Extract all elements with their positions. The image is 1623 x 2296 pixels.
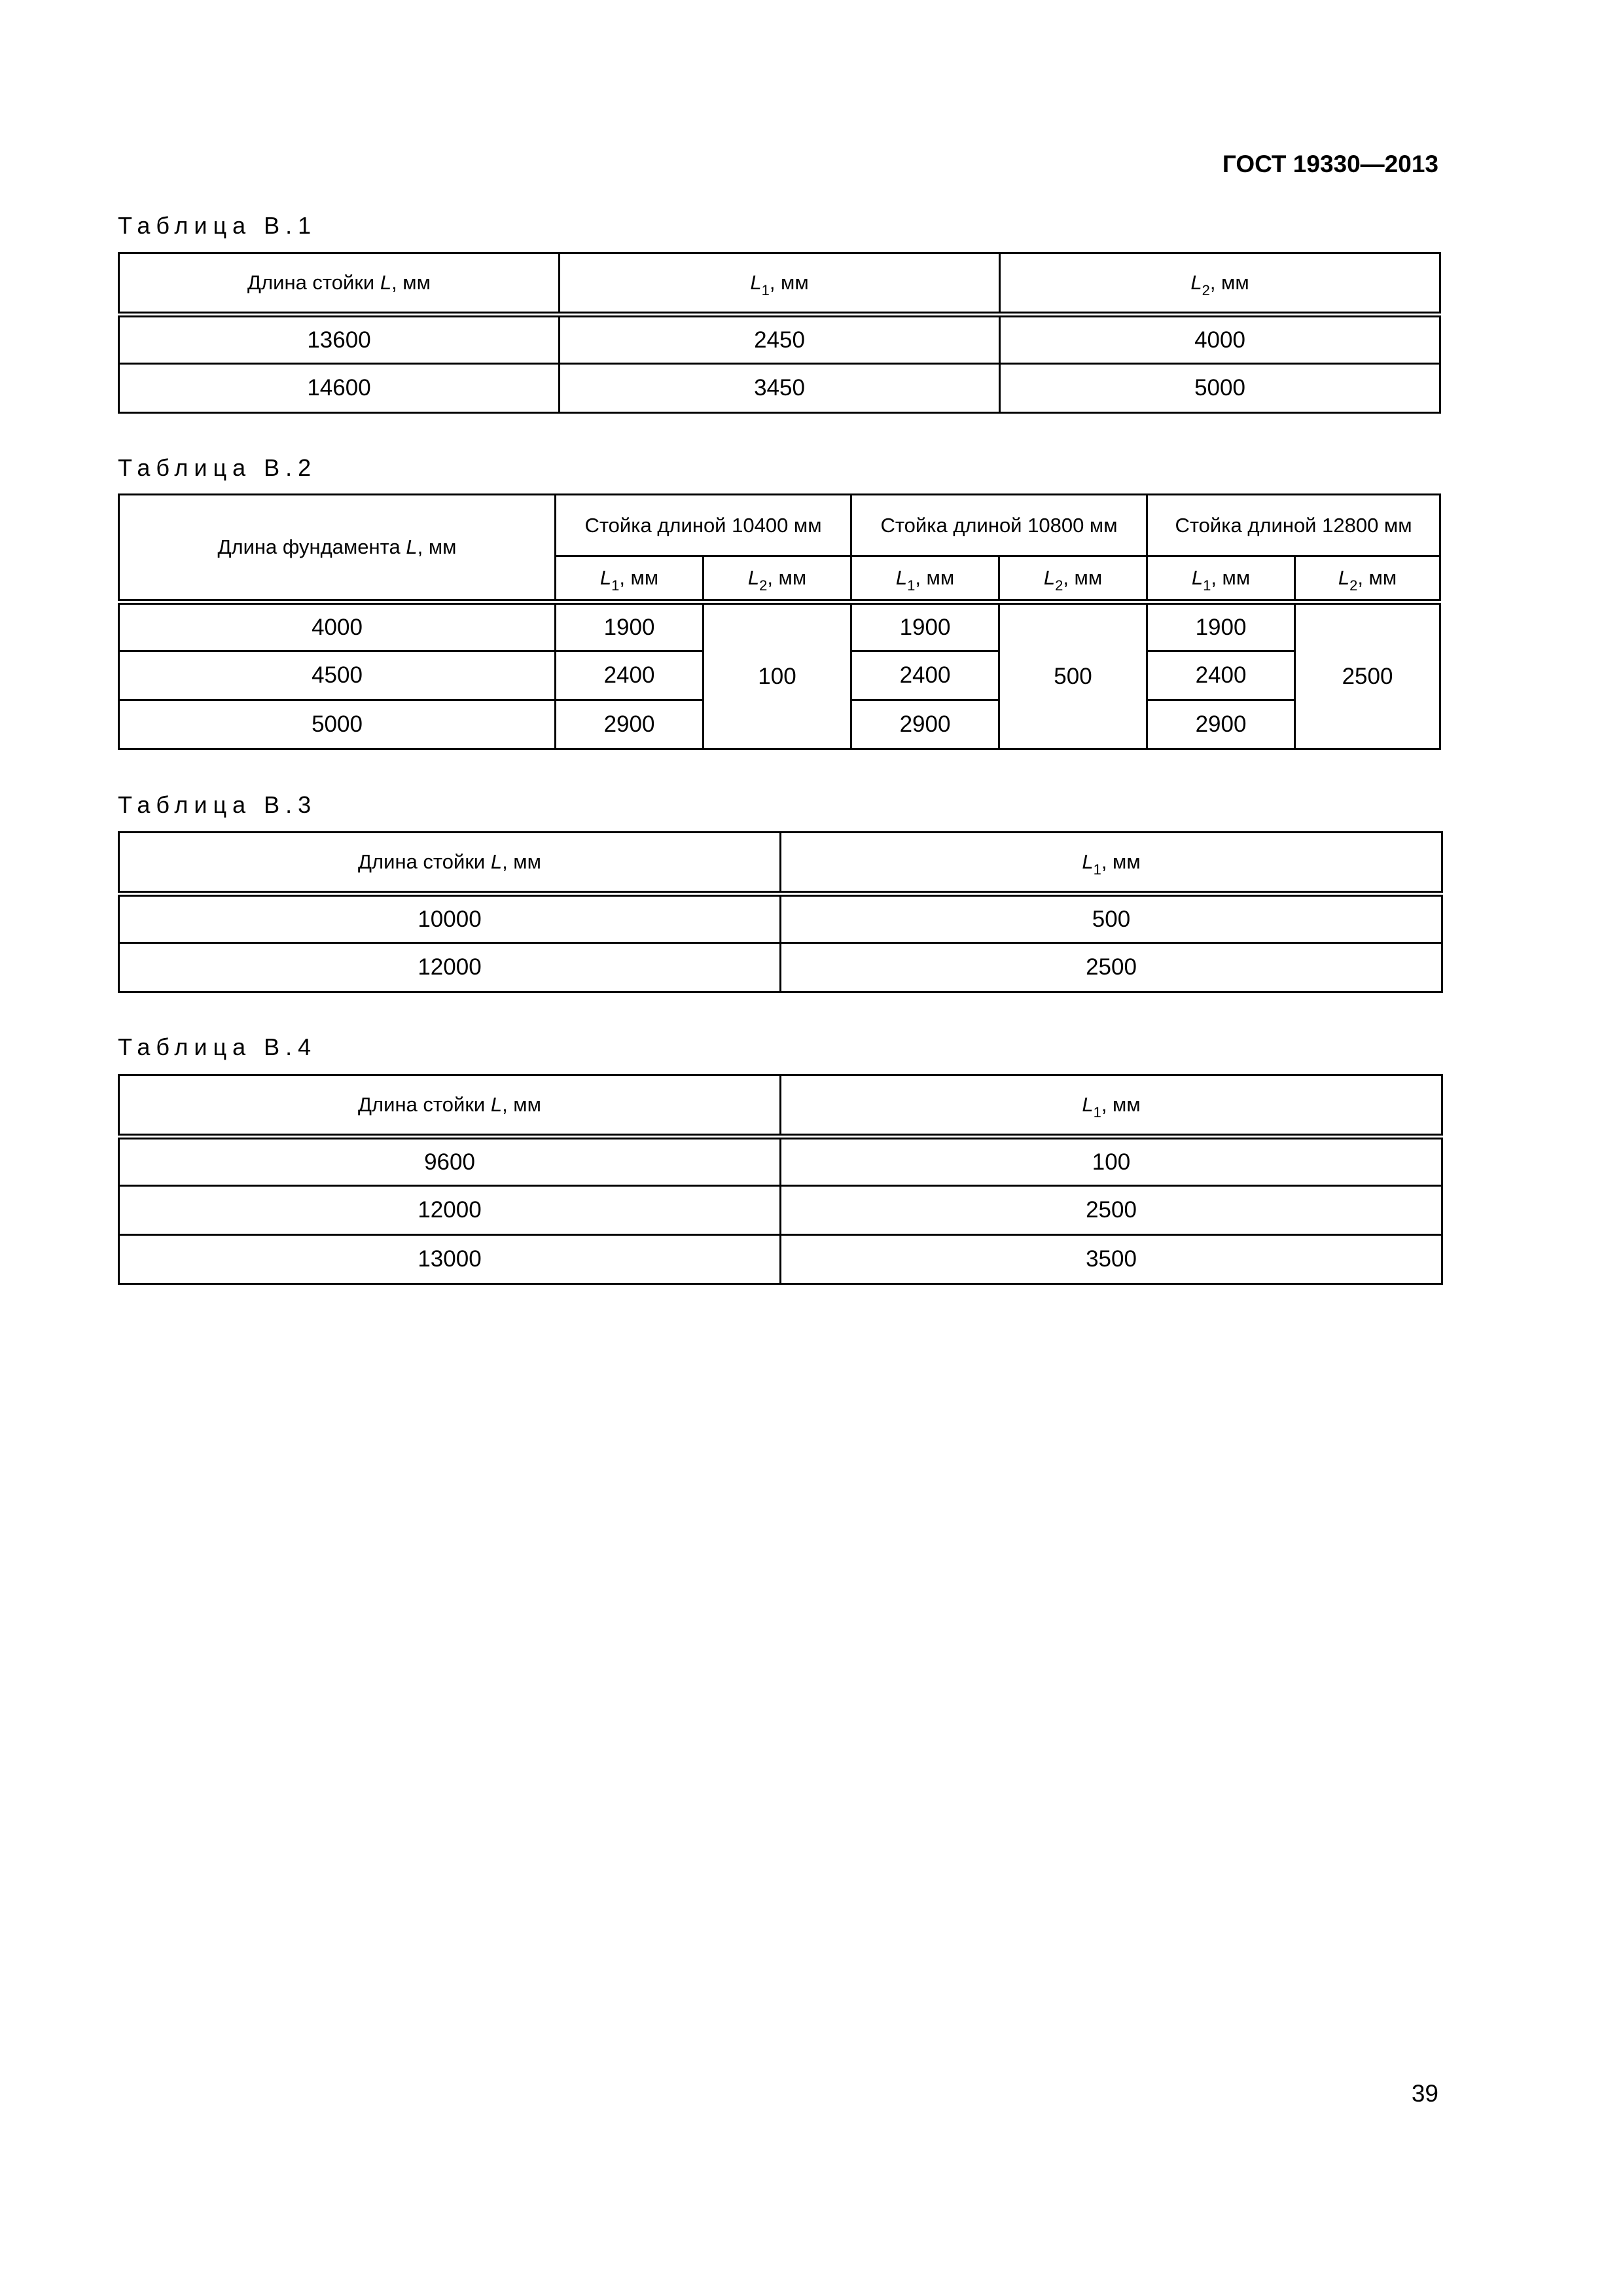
page-number: 39 xyxy=(1411,2080,1438,2107)
table-row xyxy=(119,943,1442,992)
table-b2-subheader-l2: $L_2$, мм xyxy=(1295,556,1440,602)
table-cell: 3500 xyxy=(781,1235,1442,1284)
table-b4 xyxy=(118,1074,1443,1285)
table-b3-header-l1: $L_1$, мм xyxy=(781,833,1442,894)
table-b2 xyxy=(118,493,1441,750)
table-cell: 1900 xyxy=(1147,602,1295,651)
table-cell: 4500 xyxy=(119,651,556,700)
table-cell: 2900 xyxy=(851,700,999,749)
table-cell: 12000 xyxy=(119,943,781,992)
table-row xyxy=(119,1137,1442,1186)
table-cell-merged: 100 xyxy=(704,602,851,749)
table-b3-header-length: Длина стойки L, мм xyxy=(119,833,781,894)
table-row xyxy=(119,602,1440,651)
document-code: ГОСТ 19330—2013 xyxy=(1222,151,1438,177)
table-cell: 4000 xyxy=(119,602,556,651)
table-cell: 1900 xyxy=(556,602,704,651)
table-b2-subheader-l1: $L_1$, мм xyxy=(556,556,704,602)
table-row xyxy=(119,1186,1442,1235)
table-b2-subheader-l1: $L_1$, мм xyxy=(851,556,999,602)
table-b1 xyxy=(118,252,1441,414)
table-b2-subheader-l1: $L_1$, мм xyxy=(1147,556,1295,602)
table-b3 xyxy=(118,831,1443,993)
table-b1-header-l1: $L_1$, мм xyxy=(560,253,1000,315)
table-b2-caption: Таблица В.2 xyxy=(118,454,317,481)
table-b2-header-group-10800: Стойка длиной 10800 мм xyxy=(851,495,1147,556)
table-cell: 2400 xyxy=(851,651,999,700)
table-b2-subheader-l2: $L_2$, мм xyxy=(999,556,1147,602)
table-b4-header-l1: $L_1$, мм xyxy=(781,1075,1442,1137)
table-b2-header-group-10400: Стойка длиной 10400 мм xyxy=(556,495,851,556)
table-cell: 10000 xyxy=(119,894,781,943)
table-b3-caption: Таблица В.3 xyxy=(118,791,317,818)
table-cell: 1900 xyxy=(851,602,999,651)
table-cell: 14600 xyxy=(119,364,560,413)
table-cell: 13000 xyxy=(119,1235,781,1284)
table-b2-subheader-l2: $L_2$, мм xyxy=(704,556,851,602)
table-cell: 500 xyxy=(781,894,1442,943)
table-b2-header-group-12800: Стойка длиной 12800 мм xyxy=(1147,495,1440,556)
table-cell: 5000 xyxy=(119,700,556,749)
table-cell: 5000 xyxy=(1000,364,1440,413)
table-b1-header-length: Длина стойки L, мм xyxy=(119,253,560,315)
table-cell: 2450 xyxy=(560,315,1000,364)
table-cell: 2900 xyxy=(556,700,704,749)
table-row xyxy=(119,1235,1442,1284)
table-cell-merged: 2500 xyxy=(1295,602,1440,749)
table-cell: 2400 xyxy=(1147,651,1295,700)
table-cell: 2900 xyxy=(1147,700,1295,749)
table-cell: 12000 xyxy=(119,1186,781,1235)
table-b1-caption: Таблица В.1 xyxy=(118,212,317,239)
table-row xyxy=(119,894,1442,943)
table-cell: 2500 xyxy=(781,943,1442,992)
table-row xyxy=(119,315,1440,364)
table-b4-header-length: Длина стойки L, мм xyxy=(119,1075,781,1137)
table-cell: 100 xyxy=(781,1137,1442,1186)
table-row xyxy=(119,364,1440,413)
table-b4-caption: Таблица В.4 xyxy=(118,1033,317,1060)
table-cell-merged: 500 xyxy=(999,602,1147,749)
table-cell: 4000 xyxy=(1000,315,1440,364)
table-b2-header-foundation-length: Длина фундамента L, мм xyxy=(119,495,556,602)
table-cell: 13600 xyxy=(119,315,560,364)
table-cell: 3450 xyxy=(560,364,1000,413)
table-b1-header-l2: $L_2$, мм xyxy=(1000,253,1440,315)
table-cell: 2500 xyxy=(781,1186,1442,1235)
table-cell: 9600 xyxy=(119,1137,781,1186)
table-cell: 2400 xyxy=(556,651,704,700)
